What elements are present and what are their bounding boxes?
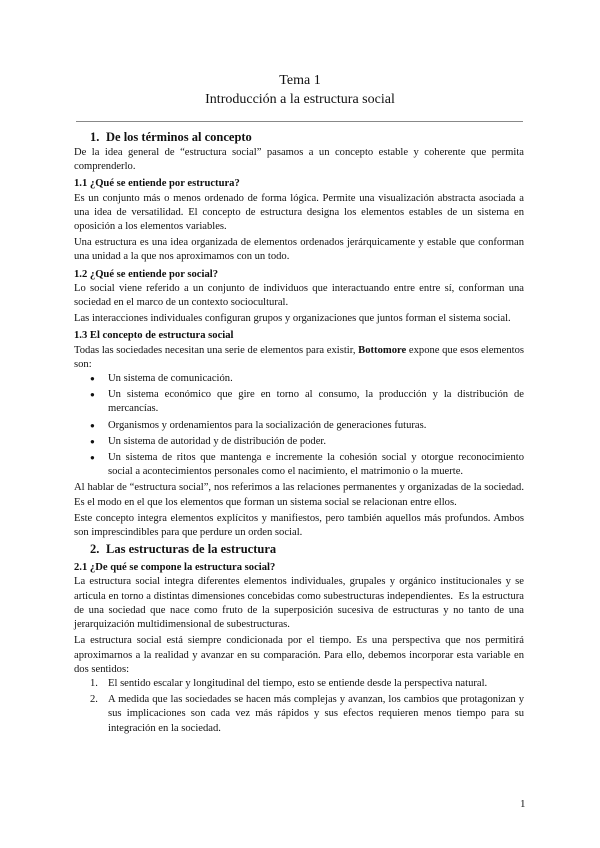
subsection-1-3-paragraph-2: Al hablar de “estructura social”, nos referimos a las relaciones permanentes y organizadas de la sociedad. Es el modo en el que los elementos que forman un sistema social se relacionan entre ellos. [74, 482, 524, 508]
subsection-1-2-paragraph-1: Lo social viene referido a un conjunto de individuos que interactuando entre entre sí, conforman una sociedad en el marco de un contexto sociocultural. [74, 282, 524, 309]
section-1-title: De los términos al concepto [106, 130, 252, 144]
subsection-1-3-paragraph-1 [74, 344, 524, 372]
paragraph-sentence-2: Es la estructura de una sociedad que nace como fruto de la superposición sucesiva de estructuras y no tanto de una jerarquización multidimensional de subestructuras. [74, 590, 524, 631]
list-item: ● Un sistema de autoridad y de distribución de poder. [74, 435, 524, 449]
subsection-1-3-heading: 1.3 El concepto de estructura social [74, 330, 234, 342]
list-item: ● Un sistema de comunicación. [74, 372, 524, 386]
subsection-1-1-heading: 1.1 ¿Qué se entiende por estructura? [74, 178, 240, 190]
list-item-number: 1. [90, 677, 98, 689]
author-name-bottomore: Bottomore [358, 344, 407, 356]
document-title [0, 71, 600, 109]
page-number: 1 [520, 798, 526, 810]
title-line-topic: Tema 1 [279, 73, 321, 88]
paragraph-text-before: Todas las sociedades necesitan una serie de elementos para existir, [74, 344, 359, 356]
list-item-number: 2. [90, 694, 98, 706]
section-1-intro: De la idea general de “estructura social” pasamos a un concepto estable y coherente que permita comprenderlo. [74, 147, 524, 173]
list-item: ● Un sistema económico que gire en torno al consumo, la producción y la distribución de mercancías. [74, 388, 524, 416]
subsection-2-1-heading: 2.1 ¿De qué se compone la estructura social? [74, 562, 276, 574]
social-elements-list [74, 372, 524, 479]
subsection-1-3-paragraph-3: Este concepto integra elementos explícitos y manifiestos, pero también aquellos más profundos. Ambos son imprescindibles para que perdure un orden social. [74, 512, 524, 539]
section-1-number: 1. [90, 130, 100, 144]
title-divider [76, 121, 523, 122]
paragraph-sentence-1: La estructura social integra diferentes elementos individuales, grupales y orgánico institucionales y se articula en torno a distintas dimensiones concebidas como subestructuras independientes. [74, 576, 524, 602]
section-2-title: Las estructuras de la estructura [106, 542, 277, 557]
section-2-number: 2. [90, 542, 100, 557]
subsection-1-2-paragraph-2: Las interacciones individuales configuran grupos y organizaciones que juntos forman el sistema social. [74, 313, 511, 325]
list-item [74, 677, 524, 691]
list-item-text: El sentido escalar y longitudinal del tiempo, esto se entiende desde la perspectiva natural. [108, 677, 488, 689]
subsection-2-1-paragraph-2: La estructura social está siempre condicionada por el tiempo. Es una perspectiva que nos permitirá aproximarnos a la realidad y avanzar en su comparación. Para ello, debemos incorporar esta variable en dos sentidos: [74, 635, 524, 675]
list-item-text: A medida que las sociedades se hacen más complejas y avanzan, los cambios que protagonizan y sus implicaciones son cada vez más rápidos y sus efectos requieren menos tiempo para su integración en la sociedad. [108, 694, 524, 734]
title-line-name: Introducción a la estructura social [205, 92, 395, 107]
list-item [74, 693, 524, 736]
subsection-1-2-heading: 1.2 ¿Qué se entiende por social? [74, 268, 218, 280]
section-1-heading [74, 128, 524, 146]
list-item: ● Un sistema de ritos que mantenga e incremente la cohesión social y otorgue reconocimiento social a acontecimientos personales como el nacimiento, el matrimonio o la muerte. [74, 451, 524, 479]
time-senses-list [74, 677, 524, 736]
paragraph-text-after: expone que esos elementos son: [74, 344, 525, 370]
subsection-2-1-paragraph-1 [74, 575, 524, 632]
subsection-1-1-paragraph-1: Es un conjunto más o menos ordenado de forma lógica. Permite una visualización abstracta asociada a una idea de versatilidad. El concepto de estructura designa los elementos estables de un sistema en oposición a los elementos variables. [74, 192, 524, 233]
section-2-heading [74, 540, 524, 558]
document-body [74, 128, 524, 738]
list-item: ● Organismos y ordenamientos para la socialización de generaciones futuras. [74, 419, 524, 433]
subsection-1-1-paragraph-2: Una estructura es una idea organizada de elementos ordenados jerárquicamente y estable que conforman una unidad a la que nos aproximamos con un todo. [74, 237, 524, 263]
